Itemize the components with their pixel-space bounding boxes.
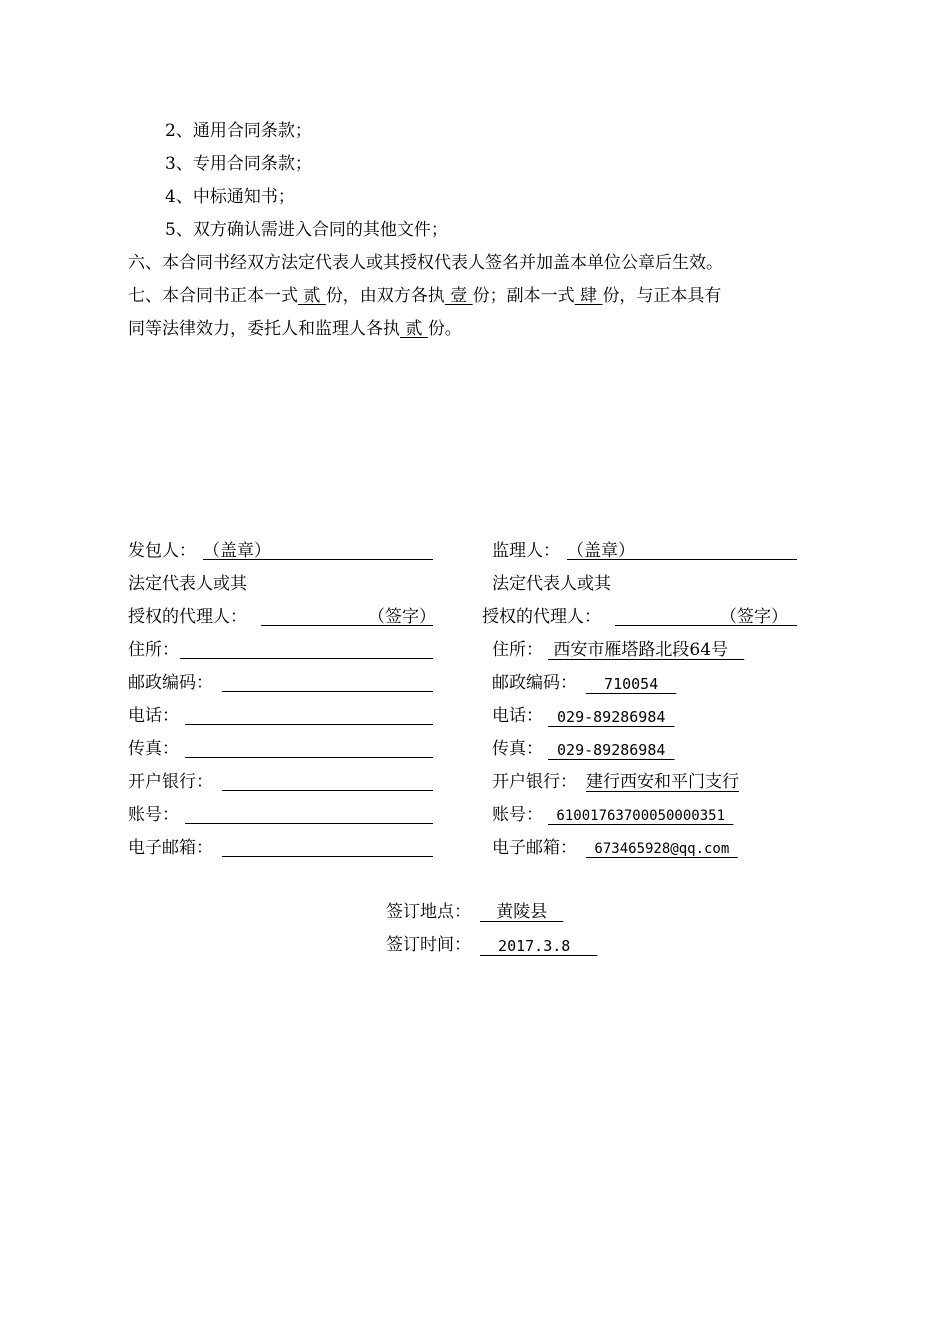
supervisor-email-label: 电子邮箱： <box>492 838 577 858</box>
original-count: 贰 <box>298 286 326 306</box>
employer-account-line[interactable] <box>185 823 433 824</box>
employer-rep-line2: 授权的代理人： <box>128 607 247 627</box>
clause-7-text: 份。 <box>427 319 462 339</box>
employer-postcode-label: 邮政编码： <box>128 673 213 693</box>
item-3: 3、专用合同条款； <box>165 154 312 174</box>
clause-7-line2 <box>128 318 462 340</box>
signing-time-value: 2017.3.8 <box>480 937 598 955</box>
supervisor-fax-label: 传真： <box>492 739 543 759</box>
supervisor-seal: （盖章） <box>567 541 635 561</box>
supervisor-address-label: 住所： <box>492 640 543 660</box>
employer-address-label: 住所： <box>128 640 179 660</box>
employer-bank-line[interactable] <box>222 790 433 791</box>
employer-sign: （签字） <box>368 607 436 627</box>
signing-time-label: 签订时间： <box>386 935 471 955</box>
supervisor-phone-label: 电话： <box>492 706 543 726</box>
employer-sign-line[interactable] <box>261 625 433 626</box>
employer-account-label: 账号： <box>128 805 179 825</box>
employer-seal: （盖章） <box>203 541 271 561</box>
employer-bank-label: 开户银行： <box>128 772 213 792</box>
clause-7-line1 <box>128 285 721 307</box>
employer-email-line[interactable] <box>222 856 433 857</box>
clause-6: 六、本合同书经双方法定代表人或其授权代表人签名并加盖本单位公章后生效。 <box>128 253 723 273</box>
supervisor-seal-line[interactable] <box>567 559 797 560</box>
clause-7-text: 同等法律效力，委托人和监理人各执 <box>128 319 400 339</box>
supervisor-sign-line[interactable] <box>615 625 797 626</box>
supervisor-sign: （签字） <box>720 607 788 627</box>
supervisor-label: 监理人： <box>492 541 560 561</box>
clause-7-text: 份，与正本具有 <box>602 286 722 306</box>
employer-phone-label: 电话： <box>128 706 179 726</box>
supervisor-account-value: 61001763700050000351 <box>548 808 734 824</box>
supervisor-fax-value: 029-89286984 <box>548 741 675 759</box>
signing-place-value: 黄陵县 <box>480 902 564 922</box>
employer-label: 发包人： <box>128 541 196 561</box>
item-5: 5、双方确认需进入合同的其他文件； <box>165 220 448 240</box>
supervisor-phone-value: 029-89286984 <box>548 708 675 726</box>
employer-postcode-line[interactable] <box>222 691 433 692</box>
supervisor-rep-line2: 授权的代理人： <box>482 607 601 627</box>
supervisor-rep-line1: 法定代表人或其 <box>492 574 611 594</box>
clause-7-text: 份，由双方各执 <box>325 286 445 306</box>
supervisor-postcode-value: 710054 <box>586 675 677 693</box>
supervisor-bank-value: 建行西安和平门支行 <box>586 772 739 792</box>
supervisor-bank-label: 开户银行： <box>492 772 577 792</box>
employer-email-label: 电子邮箱： <box>128 838 213 858</box>
employer-rep-line1: 法定代表人或其 <box>128 574 247 594</box>
supervisor-copy-count: 贰 <box>400 319 428 339</box>
clause-7-text: 七、本合同书正本一式 <box>128 286 298 306</box>
employer-fax-label: 传真： <box>128 739 179 759</box>
each-party-count: 壹 <box>444 286 473 306</box>
employer-fax-line[interactable] <box>185 757 433 758</box>
item-2: 2、通用合同条款； <box>165 121 312 141</box>
supervisor-postcode-label: 邮政编码： <box>492 673 577 693</box>
copy-count: 肆 <box>574 286 603 306</box>
employer-address-line[interactable] <box>180 658 433 659</box>
clause-7-text: 份；副本一式 <box>472 286 575 306</box>
employer-seal-line[interactable] <box>203 559 433 560</box>
signing-place-label: 签订地点： <box>386 902 471 922</box>
supervisor-address-value: 西安市雁塔路北段64号 <box>548 640 745 660</box>
employer-phone-line[interactable] <box>185 724 433 725</box>
supervisor-email-value: 673465928@qq.com <box>586 841 738 857</box>
supervisor-account-label: 账号： <box>492 805 543 825</box>
item-4: 4、中标通知书； <box>165 187 295 207</box>
